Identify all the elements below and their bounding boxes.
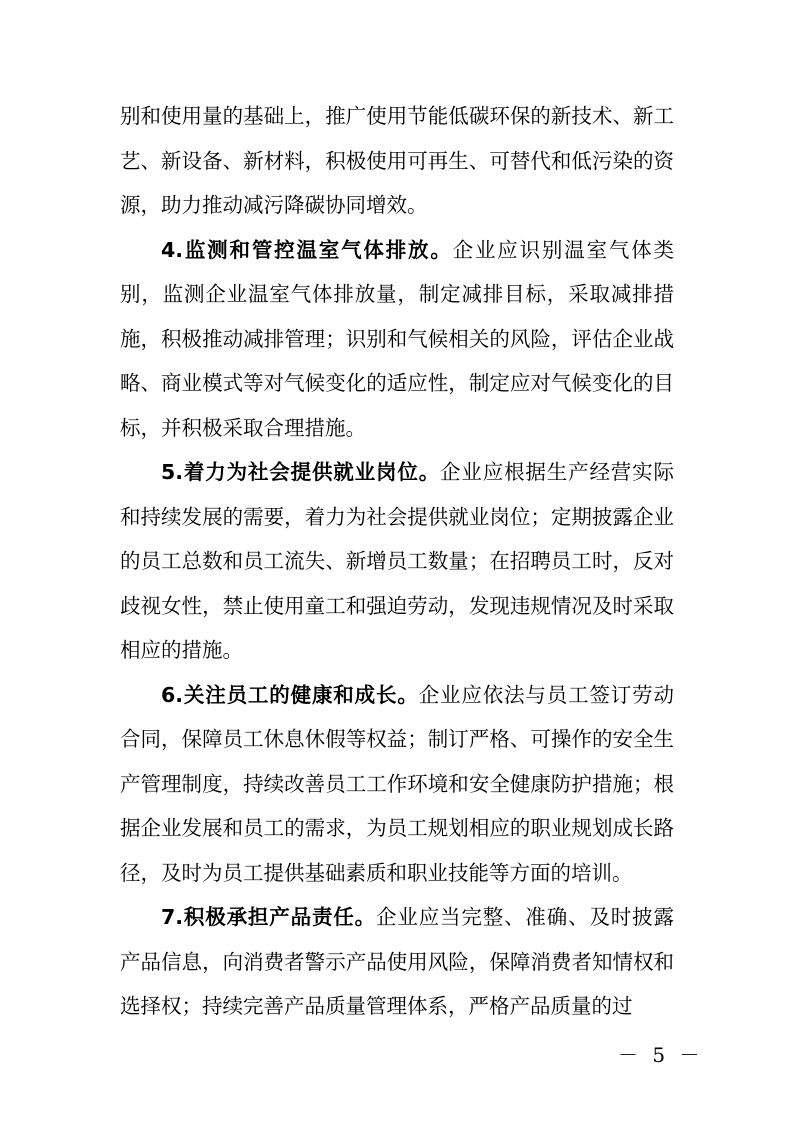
continuation-text: 别和使用量的基础上，推广使用节能低碳环保的新技术、新工艺、新设备、新材料，积极使用可再生、可替代和低污染的资源，助力推动减污降碳协同增效。 (120, 104, 674, 217)
section-body-5: 企业应根据生产经营实际和持续发展的需要，着力为社会提供就业岗位；定期披露企业的员工总数和员工流失、新增员工数量；在招聘员工时，反对歧视女性，禁止使用童工和强迫劳动，发现违规情况及时采取相应的措施。 (120, 460, 674, 662)
section-heading-6: 6.关注员工的健康和成长。 (161, 682, 419, 707)
document-body (120, 94, 674, 1029)
section-paragraph-5 (120, 450, 674, 673)
section-paragraph-6 (120, 673, 674, 896)
continuation-paragraph (120, 94, 674, 228)
section-heading-4: 4.监测和管控温室气体排放。 (161, 237, 453, 262)
section-paragraph-4 (120, 228, 674, 451)
section-heading-7: 7.积极承担产品责任。 (161, 905, 377, 929)
section-heading-5: 5.着力为社会提供就业岗位。 (161, 460, 441, 484)
section-body-4: 企业应识别温室气体类别，监测企业温室气体排放量，制定减排目标，采取减排措施，积极推动减排管理；识别和气候相关的风险，评估企业战略、商业模式等对气候变化的适应性，制定应对气候变化的目标，并积极采取合理措施。 (120, 237, 674, 440)
section-body-7: 企业应当完整、准确、及时披露产品信息，向消费者警示产品使用风险，保障消费者知情权和选择权；持续完善产品质量管理体系，严格产品质量的过 (120, 905, 675, 1018)
section-paragraph-7 (120, 895, 674, 1029)
section-body-6: 企业应依法与员工签订劳动合同，保障员工休息休假等权益；制订严格、可操作的安全生产管理制度，持续改善员工工作环境和安全健康防护措施；根据企业发展和员工的需求，为员工规划相应的职业规划成长路径，及时为员工提供基础素质和职业技能等方面的培训。 (120, 682, 674, 885)
page-number: － 5 － (618, 1043, 704, 1067)
